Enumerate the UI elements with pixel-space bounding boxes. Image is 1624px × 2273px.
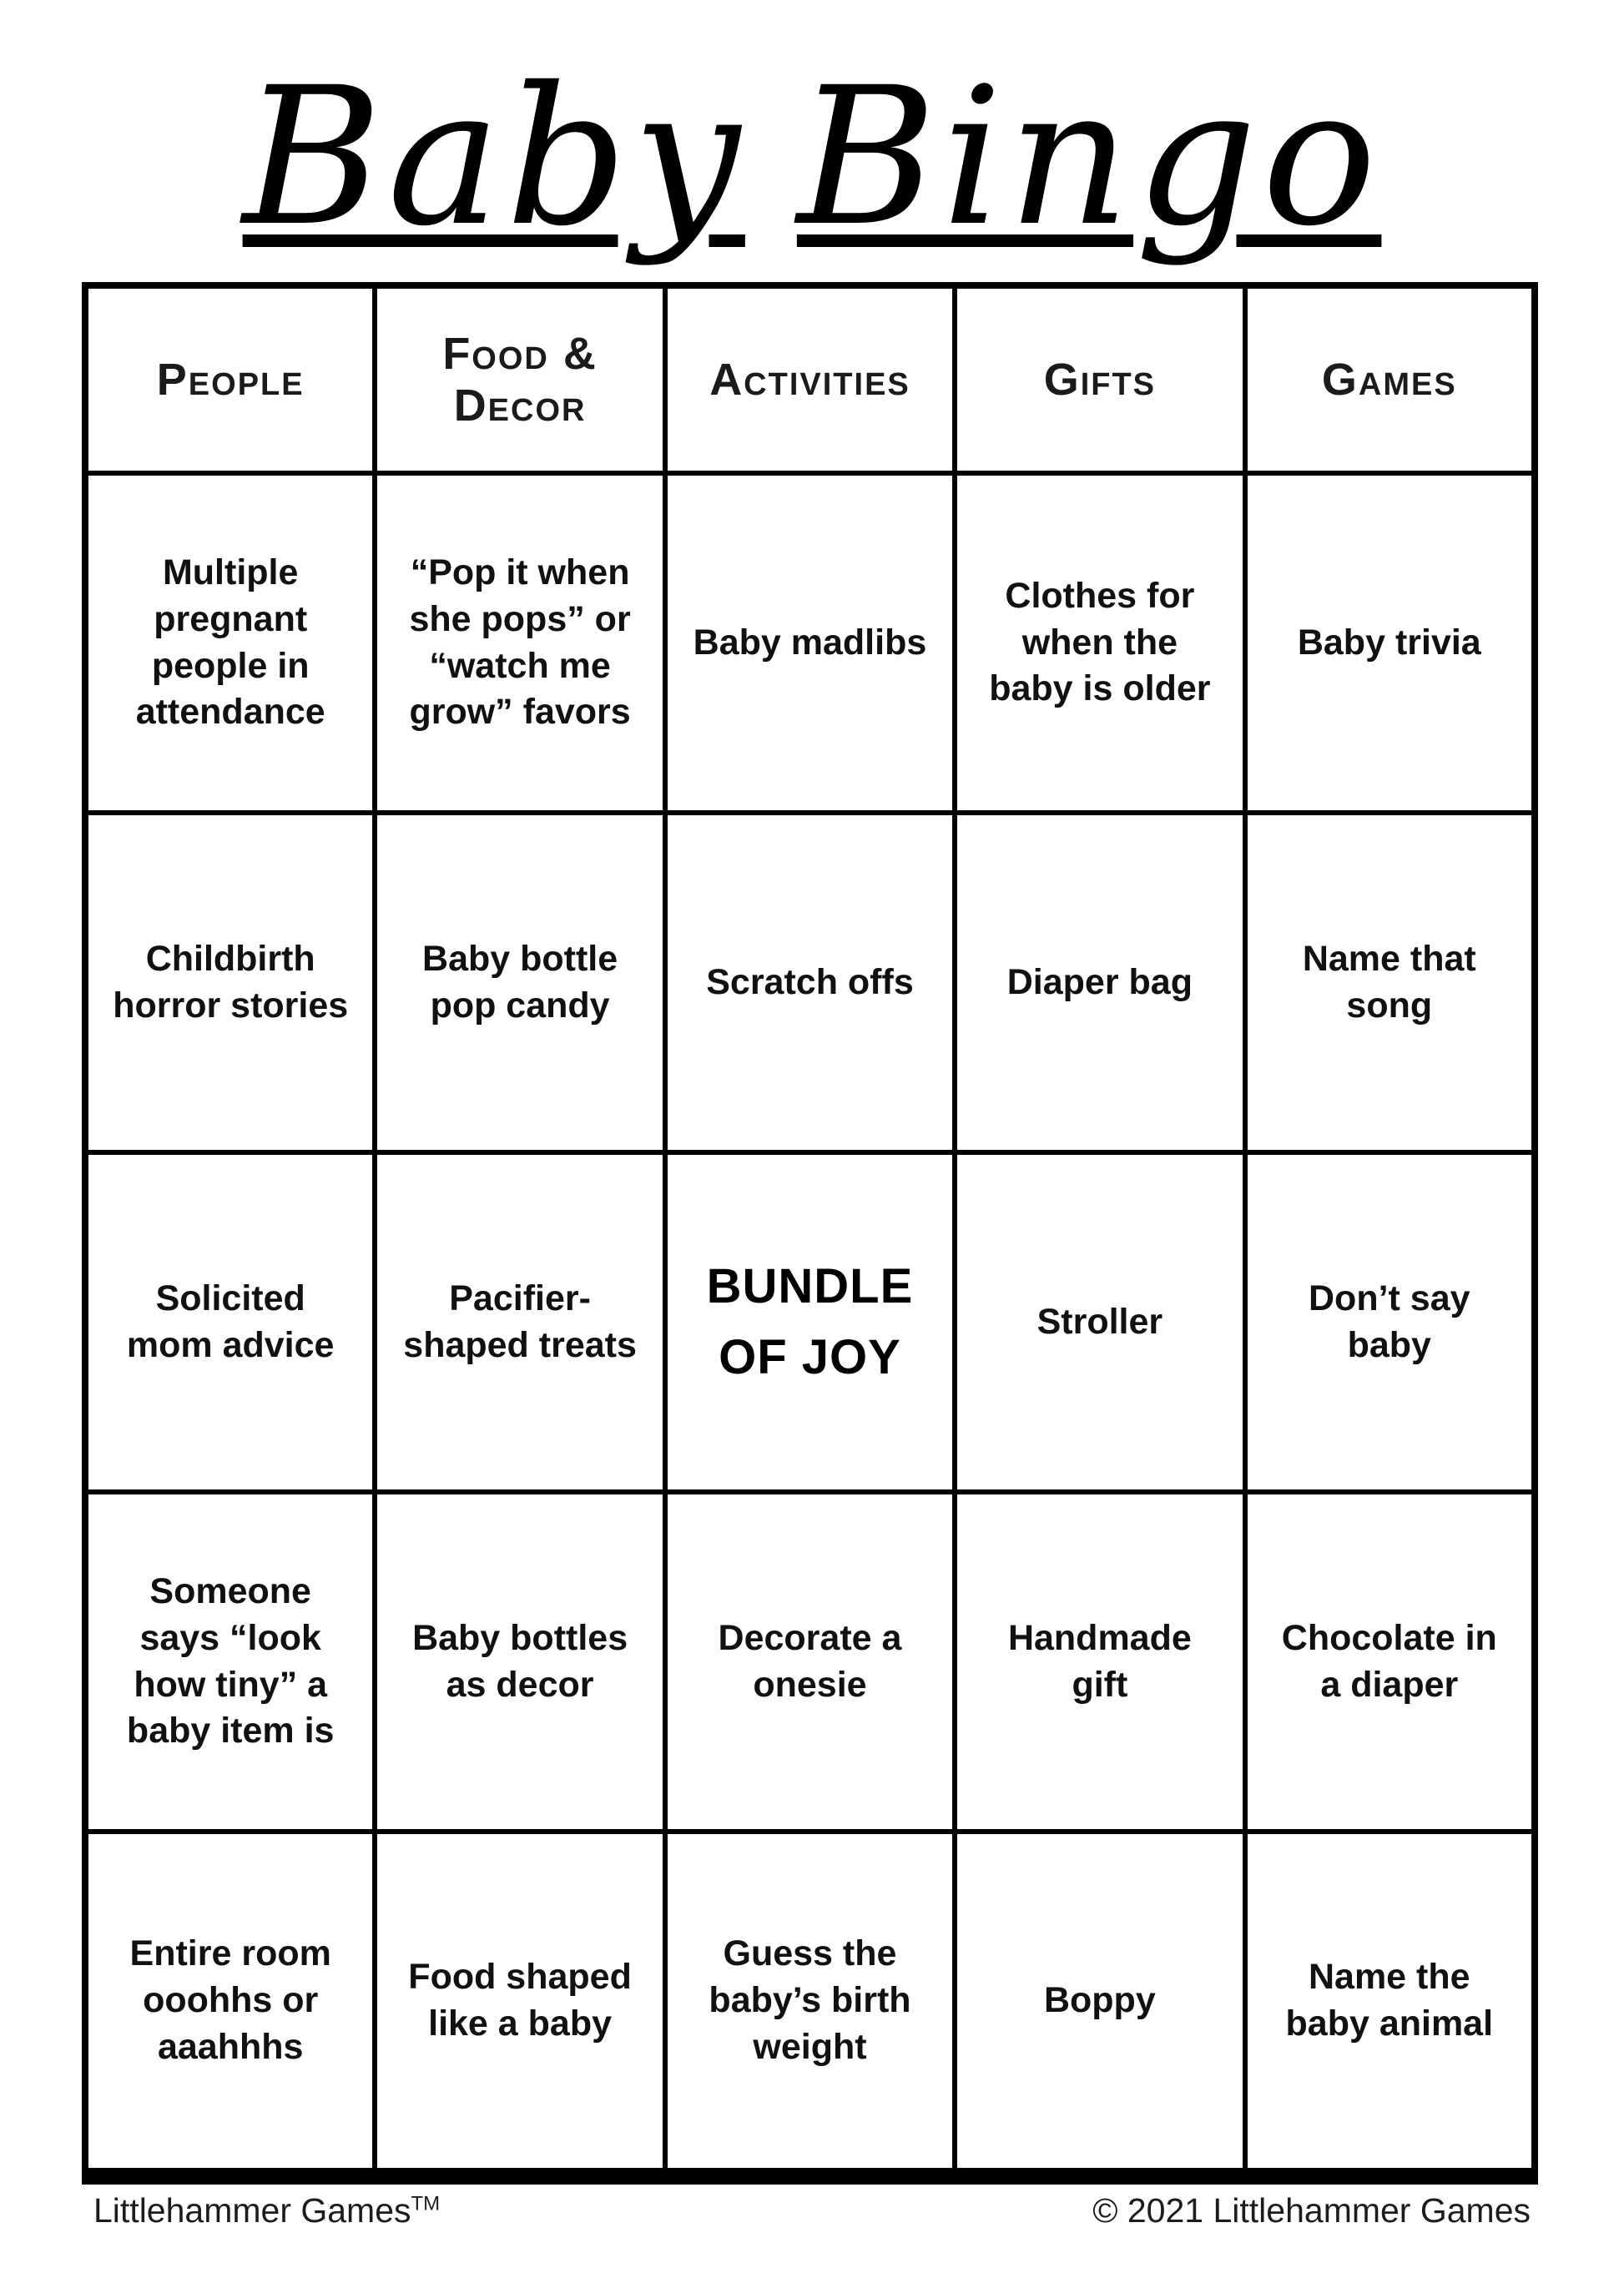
bingo-cell: Handmade gift <box>955 1492 1244 1832</box>
bingo-grid <box>82 282 1538 2175</box>
header-row <box>85 285 1535 473</box>
bingo-grid-header <box>85 285 1535 473</box>
bingo-cell: Someone says “look how tiny” a baby item is <box>85 1492 375 1832</box>
bingo-cell: “Pop it when she pops” or “watch me grow” favors <box>375 473 664 813</box>
bingo-cell: Entire room ooohhs or aaahhhs <box>85 1832 375 2171</box>
bingo-cell: Solicited mom advice <box>85 1152 375 1492</box>
bingo-cell: Clothes for when the baby is older <box>955 473 1244 813</box>
bingo-cell: Baby trivia <box>1245 473 1535 813</box>
footer-brand <box>93 2191 440 2230</box>
header-people: People <box>85 285 375 473</box>
footer-copyright: © 2021 Littlehammer Games <box>1092 2191 1531 2230</box>
bingo-cell: Diaper bag <box>955 813 1244 1152</box>
trademark-superscript: TM <box>411 2192 441 2215</box>
bingo-row <box>85 813 1535 1152</box>
header-food-decor: Food & Decor <box>375 285 664 473</box>
header-games: Games <box>1245 285 1535 473</box>
bingo-cell: Baby bottle pop candy <box>375 813 664 1152</box>
card-title <box>0 46 1624 268</box>
footer-brand-text: Littlehammer Games <box>93 2191 411 2230</box>
bingo-row <box>85 473 1535 813</box>
bingo-cell: Boppy <box>955 1832 1244 2171</box>
bingo-cell: Scratch offs <box>665 813 955 1152</box>
bingo-cell: Baby bottles as decor <box>375 1492 664 1832</box>
bingo-row <box>85 1832 1535 2171</box>
bingo-cell: Don’t say baby <box>1245 1152 1535 1492</box>
bingo-cell: Name that song <box>1245 813 1535 1152</box>
bingo-cell: Decorate a onesie <box>665 1492 955 1832</box>
header-gifts: Gifts <box>955 285 1244 473</box>
bingo-cell: Name the baby animal <box>1245 1832 1535 2171</box>
bingo-cell: Guess the baby’s birth weight <box>665 1832 955 2171</box>
bingo-row <box>85 1492 1535 1832</box>
bingo-row <box>85 1152 1535 1492</box>
bingo-cell: Food shaped like a baby <box>375 1832 664 2171</box>
bingo-cell: Baby madlibs <box>665 473 955 813</box>
bingo-cell: Childbirth horror stories <box>85 813 375 1152</box>
header-activities: Activities <box>665 285 955 473</box>
bingo-cell: Chocolate in a diaper <box>1245 1492 1535 1832</box>
bingo-cell: Stroller <box>955 1152 1244 1492</box>
bingo-cell: Pacifier-shaped treats <box>375 1152 664 1492</box>
title-word-bingo: Bingo <box>796 46 1382 268</box>
title-word-baby: Baby <box>242 46 745 268</box>
bingo-grid-body <box>85 473 1535 2171</box>
bingo-cell: Multiple pregnant people in attendance <box>85 473 375 813</box>
bingo-free-space-cell: BUNDLE OF JOY <box>665 1152 955 1492</box>
